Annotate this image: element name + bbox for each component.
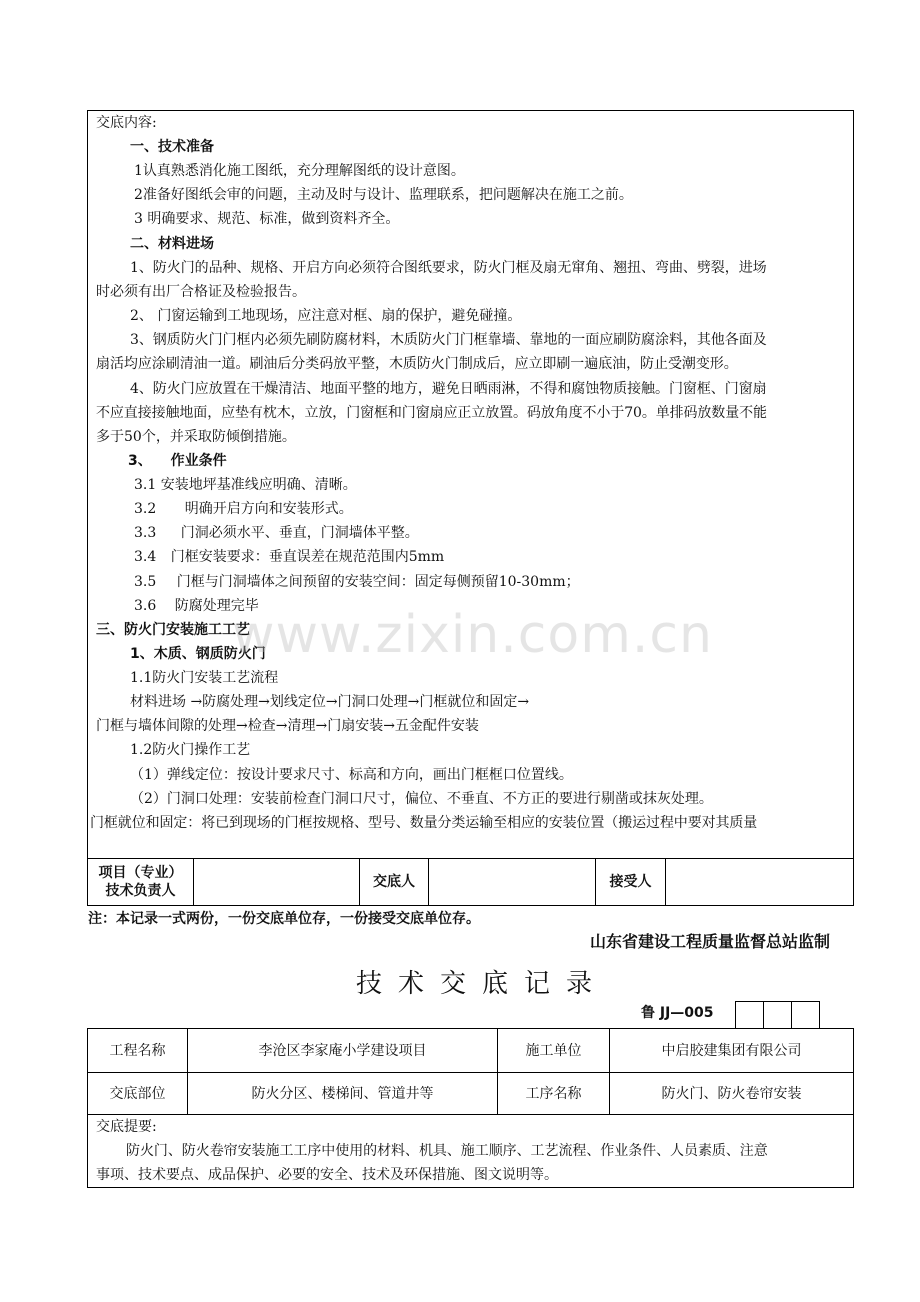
content-line: 1认真熟悉消化施工图纸，充分理解图纸的设计意图。 [134,163,465,179]
watermark: www.zixin.com.cn [232,605,713,665]
briefer-field[interactable] [429,859,595,905]
content-line: 2、 门窗运输到工地现场，应注意对框、扇的保护，避免碰撞。 [130,308,522,324]
content-line: （1）弹线定位：按设计要求尺寸、标高和方向，画出门框框口位置线。 [130,767,573,783]
content-line: 门框就位和固定：将已到现场的门框按规格、型号、数量分类运输至相应的安装位置（搬运过程中要对其质量 [90,815,758,831]
content-line: 3 明确要求、规范、标准，做到资料齐全。 [134,211,400,227]
receiver-label: 接受人 [609,874,652,890]
summary-label: 交底提要: [96,1119,157,1135]
issuer-text: 山东省建设工程质量监督总站监制 [590,932,831,951]
receiver-field[interactable] [666,859,853,905]
process-name-label: 工序名称 [525,1085,582,1102]
content-line: 2准备好图纸会审的问题，主动及时与设计、监理联系，把问题解决在施工之前。 [134,187,633,203]
content-line: （2）门洞口处理：安装前检查门洞口尺寸，偏位、不垂直、不方正的要进行剔凿或抹灰处理。 [130,791,713,807]
info-row-divider [87,1114,854,1115]
subheading-door-type: 1、木质、钢质防火门 [130,646,266,662]
process-flow-line: 材料进场 →防腐处理→划线定位→门洞口处理→门框就位和固定→ [130,694,530,710]
content-line: 3.6 防腐处理完毕 [134,598,259,614]
form-code: 鲁 JJ—005 [641,1005,714,1021]
briefing-part-value: 防火分区、楼梯间、管道井等 [251,1085,434,1102]
heading-install-process: 三、防火门安装施工工艺 [96,622,250,638]
content-line: 不应直接接触地面，应垫有枕木，立放，门窗框和门窗扇应正立放置。码放角度不小于70。单排码放数量不能 [96,405,767,421]
content-line: 3.5 门框与门洞墙体之间预留的安装空间：固定每侧预留10-30mm； [134,574,580,590]
construction-company-label: 施工单位 [525,1042,582,1059]
page-title: 技术交底记录 [356,969,609,999]
content-line: 时必须有出厂合格证及检验报告。 [96,284,306,300]
content-line: 1.1防火门安装工艺流程 [130,670,279,686]
content-line: 4、防火门应放置在干燥清洁、地面平整的地方，避免日晒雨淋，不得和腐蚀物质接触。门窗框、门窗扇 [130,381,767,397]
summary-line: 防火门、防火卷帘安装施工工序中使用的材料、机具、施工顺序、工艺流程、作业条件、人员素质、注意 [126,1143,768,1159]
form-code-box-divider [763,1001,764,1029]
project-tech-lead-field[interactable] [194,859,359,905]
content-line: 3.3 门洞必须水平、垂直，门洞墙体平整。 [134,525,419,541]
project-name-label: 工程名称 [109,1042,166,1059]
project-tech-lead-label [88,859,193,905]
record-note: 注：本记录一式两份，一份交底单位存，一份接受交底单位存。 [88,911,480,927]
project-tech-lead-label-line1: 项目（专业） [98,865,183,881]
process-flow-line: 门框与墙体间隙的处理→检查→清理→门扇安装→五金配件安装 [96,718,479,734]
content-line: 3.1 安装地坪基准线应明确、清晰。 [134,477,357,493]
construction-company-value: 中启胶建集团有限公司 [661,1042,802,1059]
heading-materials: 二、材料进场 [130,236,214,252]
form-code-box-divider [791,1001,792,1029]
content-line: 3.4 门框安装要求：垂直误差在规范范围内5mm [134,549,445,565]
content-line: 扇活均应涂刷清油一道。刷油后分类码放平整，木质防火门制成后，应立即刷一遍底油，防止受潮变形。 [96,356,738,372]
section-label: 交底内容: [96,115,157,131]
heading-conditions: 3、 作业条件 [128,453,227,469]
project-tech-lead-label-line2: 技术负责人 [105,883,176,899]
content-line: 3.2 明确开启方向和安装形式。 [134,501,353,517]
content-line: 3、钢质防火门门框内必须先刷防腐材料，木质防火门门框靠墙、靠地的一面应刷防腐涂料，其他各面及 [130,332,767,348]
project-name-value: 李沧区李家庵小学建设项目 [258,1042,427,1059]
process-name-value: 防火门、防火卷帘安装 [661,1085,802,1102]
briefing-part-label: 交底部位 [109,1085,166,1102]
form-code-boxes [735,1001,820,1029]
content-line: 1.2防火门操作工艺 [130,742,251,758]
summary-line: 事项、技术要点、成品保护、必要的安全、技术及环保措施、图文说明等。 [96,1167,558,1183]
briefer-label: 交底人 [373,874,415,890]
heading-tech-prep: 一、技术准备 [130,139,214,155]
content-line: 多于50个，并采取防倾倒措施。 [96,429,296,445]
content-line: 1、防火门的品种、规格、开启方向必须符合图纸要求，防火门框及扇无窜角、翘扭、弯曲、劈裂，进场 [130,260,767,276]
